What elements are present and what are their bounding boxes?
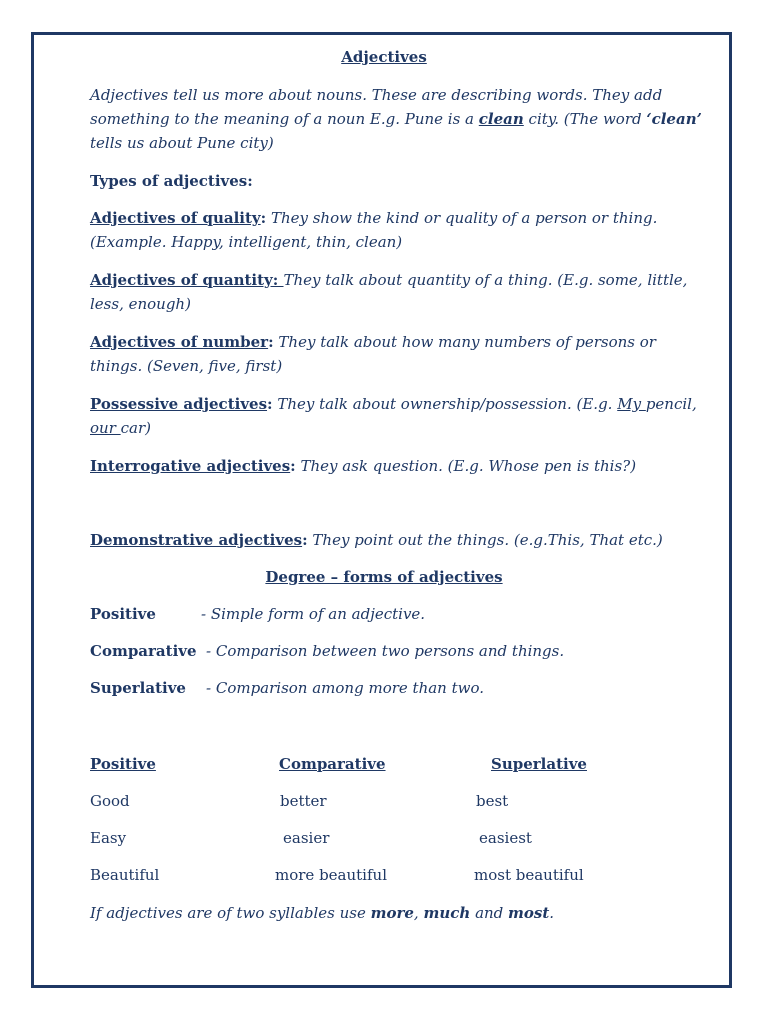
intro-quoted-word: ‘clean’ — [646, 110, 702, 128]
table-header-positive: Positive — [90, 755, 156, 773]
types-heading: Types of adjectives: — [90, 172, 253, 190]
quality-line-1 — [90, 206, 657, 230]
degree-name-superlative: Superlative — [90, 679, 186, 697]
table-cell: most beautiful — [474, 866, 584, 884]
note-keyword-much: much — [423, 904, 471, 922]
table-header-superlative: Superlative — [491, 755, 587, 773]
table-cell: Beautiful — [90, 866, 160, 884]
note-keyword-most: most — [508, 904, 550, 922]
note-text: and — [470, 904, 509, 922]
table-header-comparative: Comparative — [279, 755, 386, 773]
interrogative-term: Interrogative adjectives — [90, 457, 291, 475]
degree-desc-comparative: - Comparison between two persons and things. — [206, 642, 565, 660]
table-cell: better — [280, 792, 327, 810]
separator: : — [268, 333, 274, 351]
intro-example-word: clean — [478, 110, 524, 128]
quantity-line-1 — [90, 268, 687, 292]
intro-text: city. (The word — [523, 110, 647, 128]
degree-heading: Degree – forms of adjectives — [265, 568, 503, 586]
interrogative-definition: They ask question. (E.g. Whose pen is this?) — [295, 457, 637, 475]
number-definition: They talk about how many numbers of persons or — [273, 333, 656, 351]
intro-line-2 — [90, 107, 702, 131]
quantity-definition: They talk about quantity of a thing. (E.g. some, little, — [283, 271, 688, 289]
demonstrative-line — [90, 528, 663, 552]
table-cell: easier — [283, 829, 330, 847]
table-cell: best — [476, 792, 509, 810]
possessive-example-our: our — [90, 419, 121, 437]
intro-line-1: Adjectives tell us more about nouns. These are describing words. They add — [90, 86, 663, 104]
note-text: , — [413, 904, 424, 922]
possessive-term: Possessive adjectives — [90, 395, 268, 413]
quality-definition: They show the kind or quality of a person or thing. — [266, 209, 658, 227]
table-cell: Easy — [90, 829, 127, 847]
possessive-definition: car) — [120, 419, 152, 437]
demonstrative-definition: They point out the things. (e.g.This, That etc.) — [307, 531, 663, 549]
quality-line-2: (Example. Happy, intelligent, thin, clean) — [90, 233, 403, 251]
possessive-line-2 — [90, 416, 151, 440]
degree-name-positive: Positive — [90, 605, 156, 623]
quantity-term: Adjectives of quantity: — [90, 271, 284, 289]
note-text: If adjectives are of two syllables use — [90, 904, 371, 922]
syllable-note — [90, 901, 554, 925]
possessive-example-my: My — [617, 395, 646, 413]
possessive-line-1 — [90, 392, 697, 416]
separator: : — [260, 209, 267, 227]
separator: : — [290, 457, 296, 475]
number-line-1 — [90, 330, 656, 354]
intro-line-3: tells us about Pune city) — [90, 134, 274, 152]
number-line-2: things. (Seven, five, first) — [90, 357, 283, 375]
table-cell: easiest — [479, 829, 532, 847]
quality-term: Adjectives of quality — [90, 209, 261, 227]
degree-desc-positive: - Simple form of an adjective. — [201, 605, 426, 623]
possessive-definition: They talk about ownership/possession. (E.g. — [272, 395, 618, 413]
interrogative-line — [90, 454, 636, 478]
quantity-line-2: less, enough) — [90, 295, 191, 313]
degree-name-comparative: Comparative — [90, 642, 197, 660]
degree-desc-superlative: - Comparison among more than two. — [206, 679, 484, 697]
possessive-definition: pencil, — [645, 395, 697, 413]
number-term: Adjectives of number — [90, 333, 269, 351]
demonstrative-term: Demonstrative adjectives — [90, 531, 303, 549]
table-cell: Good — [90, 792, 130, 810]
page-title: Adjectives — [341, 48, 427, 66]
separator: : — [302, 531, 308, 549]
note-keyword-more: more — [370, 904, 414, 922]
intro-text: something to the meaning of a noun E.g. Pune is a — [90, 110, 479, 128]
table-cell: more beautiful — [275, 866, 387, 884]
separator: : — [267, 395, 273, 413]
note-text: . — [549, 904, 555, 922]
